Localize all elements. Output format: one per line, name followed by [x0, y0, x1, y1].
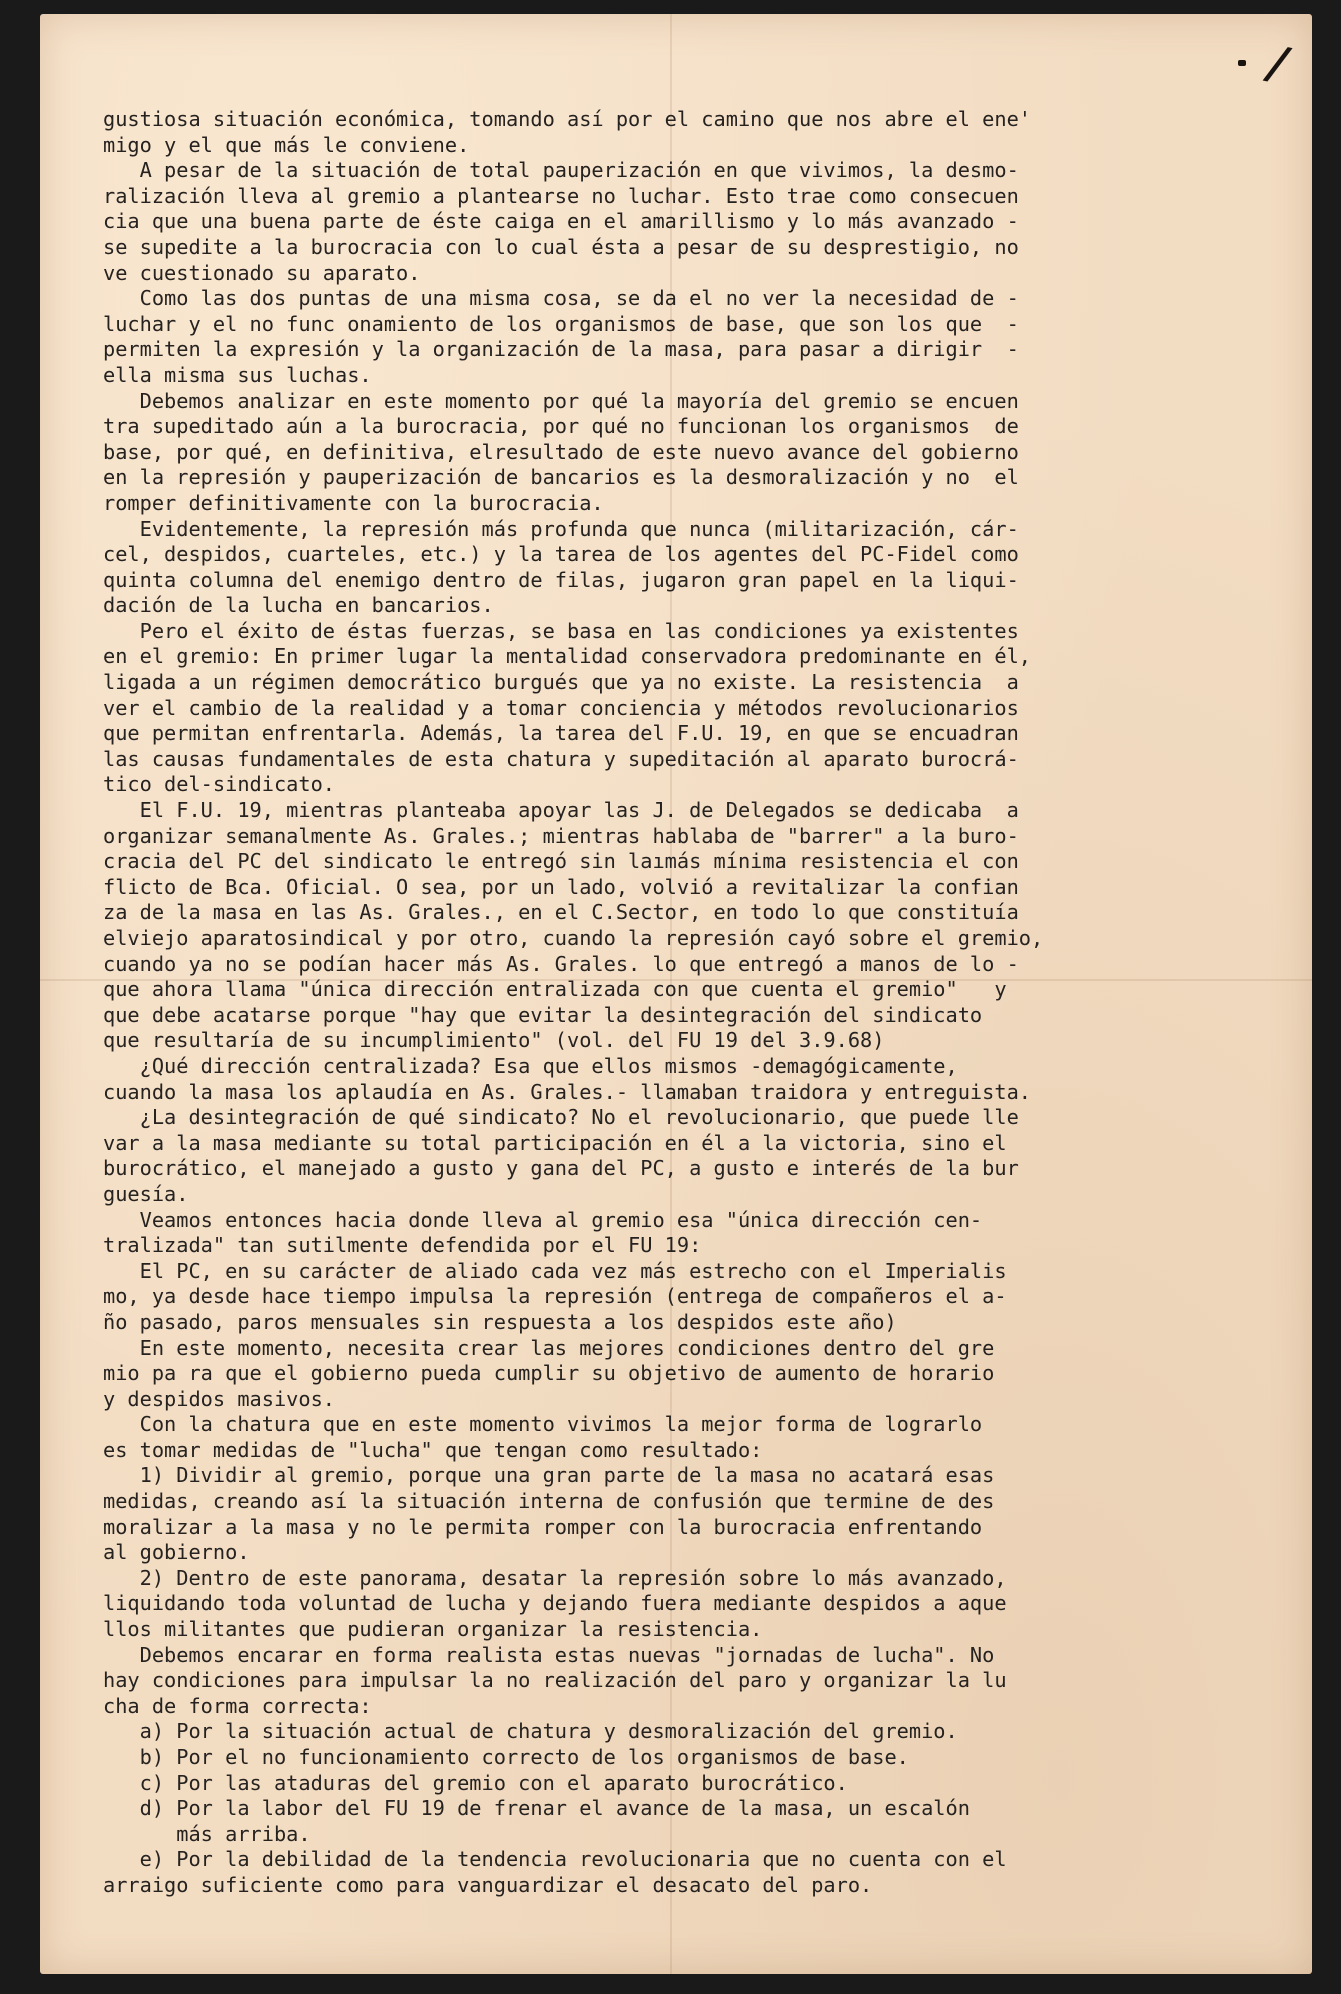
text-line: moralizar a la masa y no le permita romper con la burocracia enfrentando [103, 1514, 983, 1539]
text-line: Debemos analizar en este momento por qué la mayoría del gremio se encuen [103, 388, 1019, 413]
text-line: hay condiciones para impulsar la no realización del paro y organizar la lu [103, 1668, 1007, 1693]
text-line: cel, despidos, cuarteles, etc.) y la tarea de los agentes del PC-Fidel como [103, 542, 1019, 567]
text-line: mio pa ra que el gobierno pueda cumplir su objetivo de aumento de horario [103, 1361, 995, 1386]
text-line: las causas fundamentales de esta chatura y supeditación al aparato burocrá- [103, 746, 1019, 771]
text-line: más arriba. [103, 1821, 311, 1846]
text-line: cia que una buena parte de éste caiga en el amarillismo y lo más avanzado - [103, 209, 1019, 234]
text-line: En este momento, necesita crear las mejores condiciones dentro del gre [103, 1335, 995, 1360]
text-line: ella misma sus luchas. [103, 362, 372, 387]
text-line: en la represión y pauperización de bancarios es la desmoralización y no el [103, 465, 1019, 490]
text-line: que ahora llama "única dirección entralizada con que cuenta el gremio" y [103, 977, 1007, 1002]
text-line: ligada a un régimen democrático burgués que ya no existe. La resistencia a [103, 670, 1019, 695]
text-line: Con la chatura que en este momento vivimos la mejor forma de lograrlo [103, 1412, 983, 1437]
ink-dot [1238, 60, 1246, 66]
text-line: b) Por el no funcionamiento correcto de los organismos de base. [103, 1745, 909, 1769]
text-line: var a la masa mediante su total participación en él a la victoria, sino el [103, 1130, 1007, 1155]
text-line: que permitan enfrentarla. Además, la tarea del F.U. 19, en que se encuadran [103, 721, 1019, 746]
text-line: elviejo aparatosindical y por otro, cuando la represión cayó sobre el gremio, [103, 926, 1044, 950]
text-line: mo, ya desde hace tiempo impulsa la represión (entrega de compañeros el a- [103, 1284, 1007, 1309]
text-line: burocrático, el manejado a gusto y gana del PC, a gusto e interés de la bur [103, 1156, 1019, 1181]
text-line: cuando la masa los aplaudía en As. Grales.- llamaban traidora y entreguista. [103, 1079, 1031, 1104]
text-line: romper definitivamente con la burocracia. [103, 490, 604, 515]
text-line: luchar y el no func onamiento de los organismos de base, que son los que - [103, 311, 1019, 336]
text-line: migo y el que más le conviene. [103, 132, 470, 157]
text-line: ver el cambio de la realidad y a tomar conciencia y métodos revolucionarios [103, 695, 1019, 720]
text-line: en el gremio: En primer lugar la mentalidad conservadora predominante en él, [103, 644, 1031, 669]
text-line: Evidentemente, la represión más profunda que nunca (militarización, cár- [103, 516, 1019, 541]
page-mark: / [1258, 33, 1298, 93]
typed-text-body [103, 107, 1253, 1899]
text-line: base, por qué, en definitiva, elresultado de este nuevo avance del gobierno [103, 439, 1019, 464]
text-line: arraigo suficiente como para vanguardizar el desacato del paro. [103, 1872, 873, 1897]
text-line: cracia del PC del sindicato le entregó sin laımás mínima resistencia el con [103, 849, 1019, 874]
text-line: ¿Qué dirección centralizada? Esa que ellos mismos -demagógicamente, [103, 1053, 958, 1078]
text-line: ¿La desintegración de qué sindicato? No el revolucionario, que puede lle [103, 1105, 1019, 1130]
text-line: 1) Dividir al gremio, porque una gran parte de la masa no acatará esas [103, 1463, 995, 1488]
text-line: medidas, creando así la situación interna de confusión que termine de des [103, 1489, 995, 1514]
text-line: que debe acatarse porque "hay que evitar la desintegración del sindicato [103, 1002, 983, 1027]
text-line: al gobierno. [103, 1540, 250, 1565]
text-line: El PC, en su carácter de aliado cada vez más estrecho con el Imperialis [103, 1258, 1007, 1283]
text-line: tico del-sindicato. [103, 772, 335, 797]
text-line: ve cuestionado su aparato. [103, 260, 421, 285]
text-line: organizar semanalmente As. Grales.; mientras hablaba de "barrer" a la buro- [103, 823, 1019, 848]
text-line: e) Por la debilidad de la tendencia revolucionaria que no cuenta con el [103, 1847, 1007, 1872]
text-line: Pero el éxito de éstas fuerzas, se basa en las condiciones ya existentes [103, 618, 1019, 643]
text-line: El F.U. 19, mientras planteaba apoyar las J. de Delegados se dedicaba a [103, 798, 1019, 823]
text-line: tralizada" tan sutilmente defendida por el FU 19: [103, 1233, 702, 1258]
text-line: za de la masa en las As. Grales., en el C.Sector, en todo lo que constituía [103, 900, 1019, 925]
text-line: d) Por la labor del FU 19 de frenar el avance de la masa, un escalón [103, 1796, 970, 1821]
text-line: tra supeditado aún a la burocracia, por qué no funcionan los organismos de [103, 414, 1019, 439]
text-line: c) Por las ataduras del gremio con el aparato burocrático. [103, 1770, 848, 1795]
text-line: dación de la lucha en bancarios. [103, 593, 494, 618]
text-line: gustiosa situación económica, tomando así por el camino que nos abre el ene' [103, 107, 1031, 131]
text-line: 2) Dentro de este panorama, desatar la represión sobre lo más avanzado, [103, 1565, 1007, 1590]
text-line: liquidando toda voluntad de lucha y dejando fuera mediante despidos a aque [103, 1591, 1007, 1616]
text-line: y despidos masivos. [103, 1386, 335, 1411]
text-line: se supedite a la burocracia con lo cual ésta a pesar de su desprestigio, no [103, 234, 1019, 259]
text-line: guesía. [103, 1181, 189, 1206]
text-line: que resultaría de su incumplimiento" (vol. del FU 19 del 3.9.68) [103, 1028, 885, 1053]
text-line: cuando ya no se podían hacer más As. Grales. lo que entregó a manos de lo - [103, 951, 1019, 976]
text-line: flicto de Bca. Oficial. O sea, por un lado, volvió a revitalizar la confian [103, 874, 1019, 899]
text-line: es tomar medidas de "lucha" que tengan como resultado: [103, 1437, 763, 1462]
text-line: a) Por la situación actual de chatura y desmoralización del gremio. [103, 1719, 958, 1744]
text-line: cha de forma correcta: [103, 1693, 372, 1718]
text-line: permiten la expresión y la organización de la masa, para pasar a dirigir - [103, 337, 1019, 362]
text-line: ralización lleva al gremio a plantearse no luchar. Esto trae como consecuen [103, 183, 1019, 208]
text-line: Debemos encarar en forma realista estas nuevas "jornadas de lucha". No [103, 1642, 995, 1667]
text-line: Veamos entonces hacia donde lleva al gremio esa "única dirección cen- [103, 1207, 983, 1232]
text-line: A pesar de la situación de total pauperización en que vivimos, la desmo- [103, 158, 1019, 183]
text-line: quinta columna del enemigo dentro de filas, jugaron gran papel en la liqui- [103, 567, 1019, 592]
text-line: llos militantes que pudieran organizar la resistencia. [103, 1617, 763, 1642]
text-line: ño pasado, paros mensuales sin respuesta a los despidos este año) [103, 1309, 897, 1334]
text-line: Como las dos puntas de una misma cosa, se da el no ver la necesidad de - [103, 286, 1019, 311]
